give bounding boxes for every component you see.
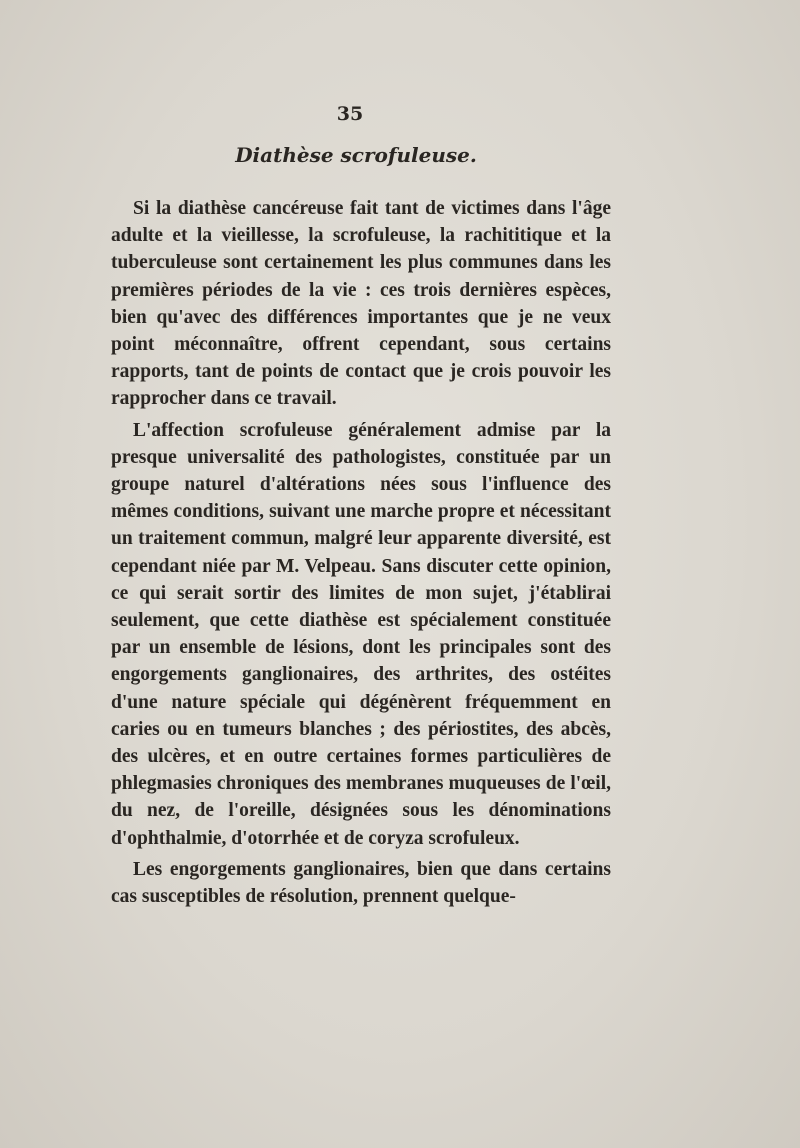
paragraph: L'affection scrofuleuse généralement admise par la presque universalité des pathologistes, constituée par un groupe naturel d'altérations nées sous l'influence des mêmes conditions, suivant une marche propre et nécessitant un traitement commun, malgré leur apparente diversité, est cependant niée par M. Velpeau. Sans discuter cette opinion, ce qui serait sortir des limites de mon sujet, j'établirai seulement, que cette diathèse est spécialement constituée par un ensemble de lésions, dont les principales sont des engorgements ganglionaires, des arthrites, des ostéites d'une nature spéciale qui dégénèrent fréquemment en caries ou en tumeurs blanches ; des périostites, des abcès, des ulcères, et en outre certaines formes particulières de phlegmasies chroniques des membranes muqueuses de l'œil, du nez, de l'oreille, désignées sous les dénominations d'ophthalmie, d'otorrhée et de coryza scrofuleux. — [111, 419, 611, 849]
page-number: 35 — [336, 103, 364, 125]
section-title: Diathèse scrofuleuse. — [235, 143, 477, 167]
paragraph: Les engorgements ganglionaires, bien que dans certains cas susceptibles de résolution, prennent quelque- — [111, 858, 611, 908]
paragraph: Si la diathèse cancéreuse fait tant de victimes dans l'âge adulte et la vieillesse, la scrofuleuse, la rachititique et la tuberculeuse sont certainement les plus communes dans les premières périodes de la vie : ces trois dernières espèces, bien qu'avec des différences importantes que je ne veux point méconnaître, offrent cependant, sous certains rapports, tant de points de contact que je crois pouvoir les rapprocher dans ce travail. — [111, 198, 611, 410]
body-text — [111, 195, 611, 914]
